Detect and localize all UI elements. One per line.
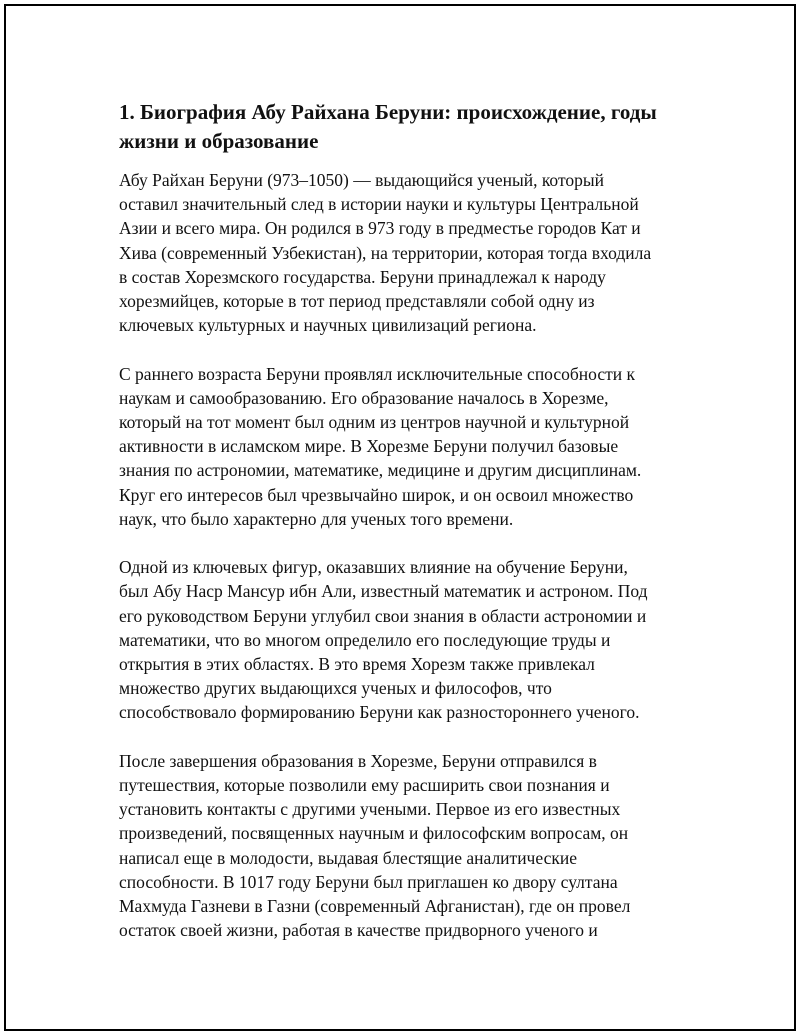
- document-body: [119, 98, 699, 967]
- paragraph-travels: После завершения образования в Хорезме, Беруни отправился в путешествия, которые позволили ему расширить свои познания и установить контакты с другими учеными. Первое из его известных произведений, посвященных научным и философским вопросам, он написал еще в молодости, выдавая блестящие аналитические способности. В 1017 году Беруни был приглашен ко двору султана Махмуда Газневи в Газни (современный Афганистан), где он провел остаток своей жизни, работая в качестве придворного ученого и: [119, 750, 631, 941]
- paragraph-education: С раннего возраста Беруни проявлял исключительные способности к наукам и самообразованию. Его образование началось в Хорезме, который на тот момент был одним из центров научной и культурной активности в исламском мире. В Хорезме Беруни получил базовые знания по астрономии, математике, медицине и другим дисциплинам. Круг его интересов был чрезвычайно широк, и он освоил множество наук, что было характерно для ученых того времени.: [119, 363, 642, 529]
- paragraph-origin: Абу Райхан Беруни (973–1050) — выдающийся ученый, который оставил значительный след в истории науки и культуры Центральной Азии и всего мира. Он родился в 973 году в предместье городов Кат и Хива (современный Узбекистан), на территории, которая тогда входила в состав Хорезмского государства. Беруни принадлежал к народу хорезмийцев, которые в тот период представляли собой одну из ключевых культурных и научных цивилизаций региона.: [119, 170, 652, 336]
- section-heading: 1. Биография Абу Райхана Беруни: происхождение, годы жизни и образование: [119, 100, 657, 153]
- paragraph-mentor: Одной из ключевых фигур, оказавших влияние на обучение Беруни, был Абу Наср Мансур ибн Али, известный математик и астроном. Под его руководством Беруни углубил свои знания в области астрономии и математики, что во многом определило его последующие труды и открытия в этих областях. В это время Хорезм также привлекал множество других выдающихся ученых и философов, что способствовало формированию Беруни как разностороннего ученого.: [119, 557, 648, 723]
- document-page: [4, 4, 796, 1031]
